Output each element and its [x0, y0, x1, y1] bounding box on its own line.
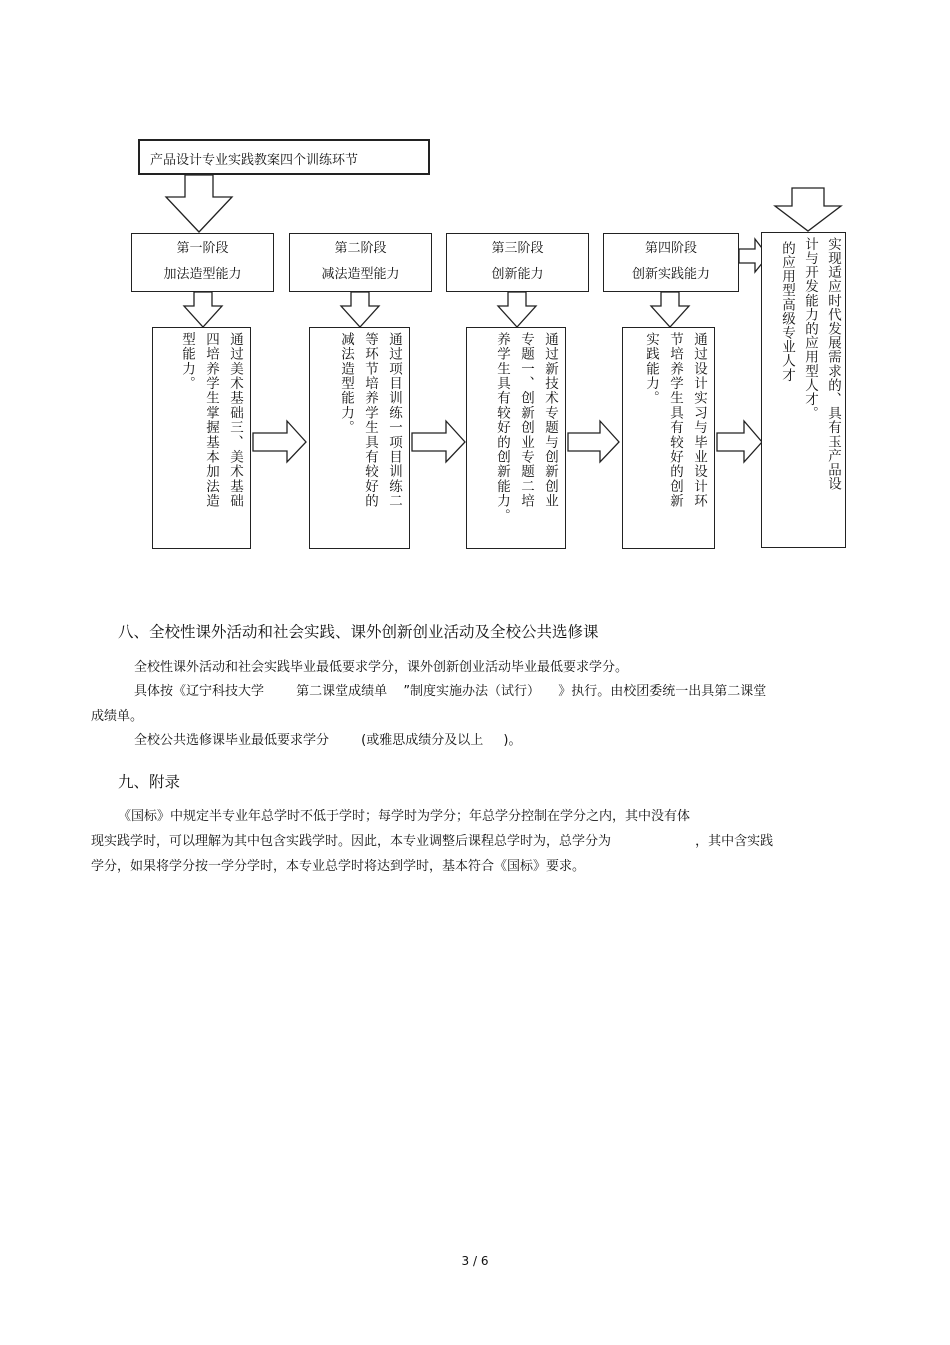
stage-box-2 — [289, 233, 432, 292]
detail-1-col-3: 型能力。 — [179, 332, 195, 391]
detail-4-col-3: 实践能力。 — [643, 332, 659, 406]
s9-line-2-part-b: ，其中含实践 — [695, 834, 774, 849]
detail-1-col-1: 通过美术基础三、美术基础 — [227, 332, 243, 509]
stage-2-label: 第二阶段 — [334, 241, 387, 256]
detail-box-3 — [466, 327, 566, 549]
down-arrow-title — [166, 175, 236, 233]
p3-part-b: (或雅思成绩分及以上 — [361, 733, 484, 748]
outcome-col-2: 计与开发能力的应用型人才。 — [802, 237, 818, 421]
stage-3-skill: 创新能力 — [491, 267, 544, 282]
section-8-paragraph-3 — [134, 732, 521, 750]
section-9-heading: 九、附录 — [118, 773, 181, 791]
detail-4-col-2: 节培养学生具有较好的创新 — [667, 332, 683, 509]
right-arrow-detail-1 — [253, 421, 307, 463]
stage-box-4 — [603, 233, 739, 292]
detail-box-4 — [622, 327, 715, 549]
stage-3-label: 第三阶段 — [491, 241, 544, 256]
down-arrow-stage-4 — [651, 292, 691, 328]
p2-part-c: ”制度实施办法（试行） — [403, 684, 541, 699]
stage-4-label: 第四阶段 — [644, 241, 697, 256]
flow-title-box — [138, 139, 430, 175]
down-arrow-stage-2 — [341, 292, 381, 328]
outcome-box — [761, 232, 846, 548]
section-9-line-3: 学分，如果将学分按一学分学时，本专业总学时将达到学时，基本符合《国标》要求。 — [91, 859, 586, 874]
down-arrow-stage-3 — [498, 292, 538, 328]
stage-1-skill: 加法造型能力 — [163, 267, 242, 282]
section-9-line-1: 《国标》中规定半专业年总学时不低于学时；每学时为学分；年总学分控制在学分之内，其中没有体 — [118, 809, 691, 824]
detail-3-col-1: 通过新技术专题与创新创业 — [542, 332, 558, 509]
page-number: 3 / 6 — [461, 1254, 489, 1268]
right-arrow-detail-3 — [568, 421, 620, 463]
stage-box-3 — [446, 233, 589, 292]
p2-part-a: 具体按《辽宁科技大学 — [134, 684, 265, 699]
section-8-heading: 八、全校性课外活动和社会实践、课外创新创业活动及全校公共选修课 — [118, 623, 599, 641]
detail-2-col-1: 通过项目训练一项目训练二 — [386, 332, 402, 509]
flow-title: 产品设计专业实践教案四个训练环节 — [150, 153, 359, 168]
stage-2-skill: 减法造型能力 — [321, 267, 400, 282]
right-arrow-detail-4 — [717, 421, 763, 463]
stage-4-skill: 创新实践能力 — [631, 267, 710, 282]
detail-1-col-2: 四培养学生掌握基本加法造 — [203, 332, 219, 509]
stage-1-label: 第一阶段 — [176, 241, 229, 256]
section-8-paragraph-2-line-1 — [134, 683, 894, 701]
section-9-line-2 — [91, 833, 773, 851]
right-arrow-detail-2 — [412, 421, 466, 463]
p3-part-c: )。 — [503, 733, 522, 748]
down-arrow-outcome — [775, 188, 843, 232]
detail-2-col-3: 减法造型能力。 — [338, 332, 354, 435]
detail-3-col-2: 专题一、创新创业专题二培 — [518, 332, 534, 509]
outcome-col-3: 的应用型高级专业人才 — [779, 241, 795, 382]
detail-4-col-1: 通过设计实习与毕业设计环 — [691, 332, 707, 509]
outcome-col-1: 实现适应时代发展需求的、具有玉产品设 — [825, 237, 841, 491]
section-8-paragraph-2-line-2: 成绩单。 — [91, 709, 144, 724]
stage-box-1 — [131, 233, 274, 292]
p2-part-d: 》执行。由校团委统一出具第二课堂 — [558, 684, 767, 699]
down-arrow-stage-1 — [184, 292, 224, 328]
detail-3-col-3: 养学生具有较好的创新能力。 — [494, 332, 510, 524]
detail-2-col-2: 等环节培养学生具有较好的 — [362, 332, 378, 509]
detail-box-2 — [309, 327, 410, 549]
s9-line-2-part-a: 现实践学时，可以理解为其中包含实践学时。因此，本专业调整后课程总学时为，总学分为 — [91, 834, 612, 849]
p3-part-a: 全校公共选修课毕业最低要求学分 — [134, 733, 330, 748]
p2-part-b: 第二课堂成绩单 — [296, 684, 388, 699]
detail-box-1 — [152, 327, 251, 549]
section-8-paragraph-1: 全校性课外活动和社会实践毕业最低要求学分，课外创新创业活动毕业最低要求学分。 — [134, 660, 629, 675]
